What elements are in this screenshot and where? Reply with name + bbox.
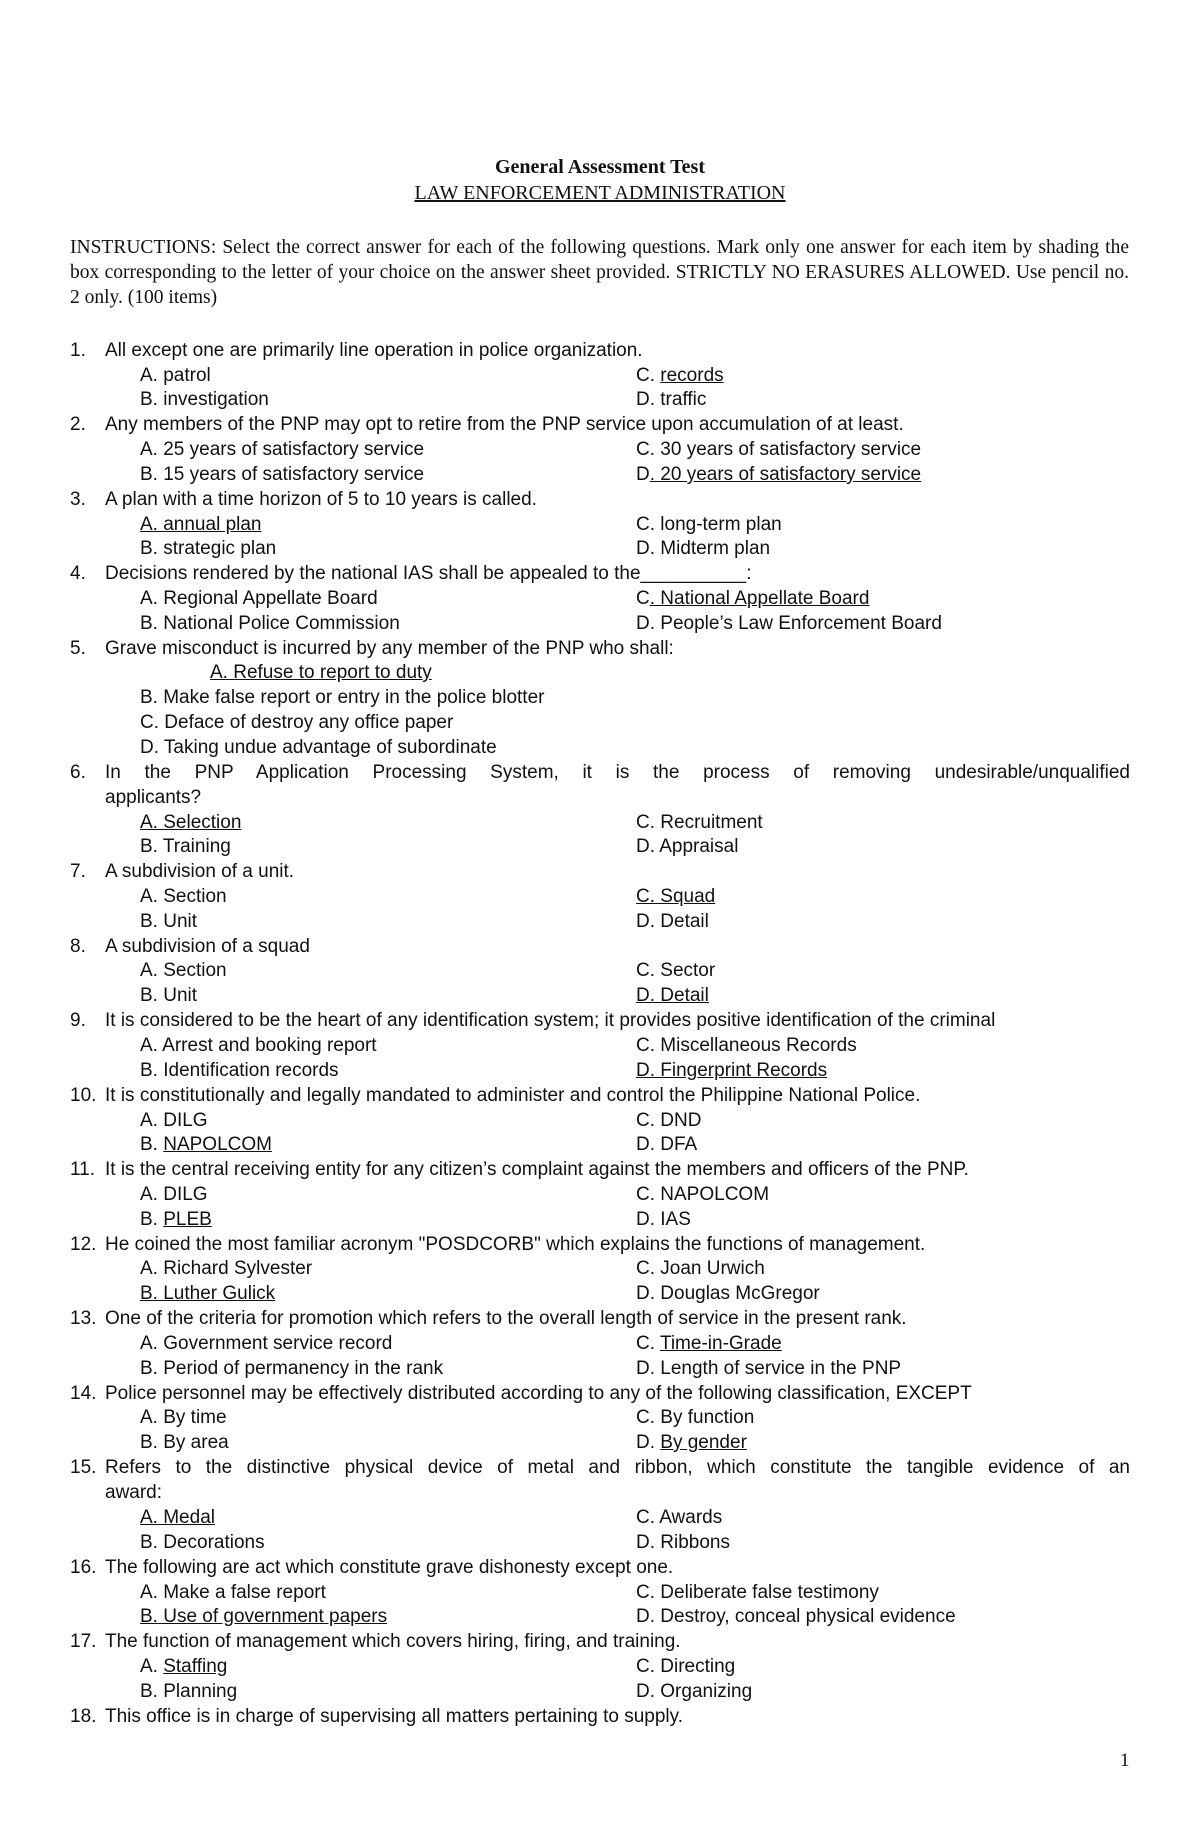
question-text: One of the criteria for promotion which refers to the overall length of service in the present rank. [105, 1308, 907, 1329]
question-number: 12. [70, 1234, 97, 1255]
question-item [70, 1157, 1130, 1182]
question-item [70, 412, 1130, 437]
answer-option: A. Arrest and booking report [140, 1035, 377, 1056]
question-number: 18. [70, 1706, 97, 1727]
answer-option: B. NAPOLCOM [140, 1134, 272, 1155]
option-row [70, 1405, 1130, 1430]
option-row [70, 1207, 1130, 1232]
question-number: 16. [70, 1557, 97, 1578]
answer-option: B. National Police Commission [140, 613, 400, 634]
option-row [70, 660, 1130, 685]
answer-option: C. National Appellate Board [636, 588, 870, 609]
question-text-continued: applicants? [105, 787, 202, 808]
answer-option: C. Deface of destroy any office paper [140, 712, 454, 733]
answer-option: B. Planning [140, 1681, 238, 1702]
correct-answer-mark: Staffing [163, 1656, 228, 1677]
question-number: 6. [70, 762, 86, 783]
question-line [70, 785, 1130, 810]
option-row [70, 1580, 1130, 1605]
document-subtitle: LAW ENFORCEMENT ADMINISTRATION [414, 182, 786, 204]
question-text-continued: award: [105, 1482, 163, 1503]
answer-option: B. investigation [140, 389, 269, 410]
document-title: General Assessment Test [495, 156, 705, 178]
question-text: Any members of the PNP may opt to retire from the PNP service upon accumulation of at least. [105, 414, 904, 435]
answer-option [140, 512, 262, 537]
question-item [70, 859, 1130, 884]
correct-answer-mark: NAPOLCOM [163, 1134, 272, 1155]
option-row [70, 1356, 1130, 1381]
answer-option: D. IAS [636, 1209, 691, 1230]
question-text: Grave misconduct is incurred by any member of the PNP who shall: [105, 638, 674, 659]
answer-option: B. PLEB [140, 1209, 212, 1230]
question-number: 7. [70, 861, 86, 882]
answer-option: C. DND [636, 1110, 702, 1131]
question-item [70, 1083, 1130, 1108]
answer-option: A. 25 years of satisfactory service [140, 439, 425, 460]
answer-option: A. By time [140, 1407, 227, 1428]
answer-option: A. Richard Sylvester [140, 1258, 313, 1279]
answer-option: C. records [636, 365, 724, 386]
option-row [70, 685, 1130, 710]
correct-answer-mark: B. Luther Gulick [140, 1283, 276, 1304]
option-row [70, 1033, 1130, 1058]
question-text: The function of management which covers hiring, firing, and training. [105, 1631, 681, 1652]
option-row [70, 1530, 1130, 1555]
question-item [70, 1555, 1130, 1580]
answer-option: D. Taking undue advantage of subordinate [140, 737, 497, 758]
question-text: Police personnel may be effectively distributed according to any of the following classification, EXCEPT [105, 1383, 972, 1404]
option-row [70, 512, 1130, 537]
answer-option: C. Miscellaneous Records [636, 1035, 857, 1056]
answer-option: C. long-term plan [636, 514, 782, 535]
option-row [70, 1256, 1130, 1281]
answer-option: B. Make false report or entry in the police blotter [140, 687, 545, 708]
answer-option: D. Midterm plan [636, 538, 771, 559]
answer-option: A. Regional Appellate Board [140, 588, 378, 609]
option-row [70, 983, 1130, 1008]
answer-option [636, 983, 709, 1008]
option-row [70, 909, 1130, 934]
question-text: A subdivision of a unit. [105, 861, 295, 882]
answer-option: D. Detail [636, 911, 709, 932]
answer-option: A. Government service record [140, 1333, 393, 1354]
answer-option [140, 810, 241, 835]
answer-option: B. strategic plan [140, 538, 277, 559]
correct-answer-mark: D. Detail [636, 985, 709, 1006]
question-text: Refers to the distinctive physical device of metal and ribbon, which constitute the tangible evidence of an [105, 1457, 1130, 1478]
answer-option: B. Unit [140, 911, 198, 932]
correct-answer-mark: A. Selection [140, 812, 242, 833]
answer-option: B. Period of permanency in the rank [140, 1358, 444, 1379]
question-number: 9. [70, 1010, 86, 1031]
question-number: 1. [70, 340, 86, 361]
question-text: It is the central receiving entity for any citizen’s complaint against the members and officers of the PNP. [105, 1159, 969, 1180]
option-row [70, 1430, 1130, 1455]
correct-answer-mark: . 20 years of satisfactory service [649, 464, 922, 485]
option-row [70, 363, 1130, 388]
answer-option: C. Joan Urwich [636, 1258, 765, 1279]
question-number: 3. [70, 489, 86, 510]
answer-option: C. NAPOLCOM [636, 1184, 770, 1205]
answer-option: A. patrol [140, 365, 211, 386]
answer-option: D. Destroy, conceal physical evidence [636, 1606, 956, 1627]
answer-option: D. Douglas McGregor [636, 1283, 820, 1304]
correct-answer-mark: By gender [660, 1432, 747, 1453]
question-item [70, 1306, 1130, 1331]
correct-answer-mark: B. Use of government papers [140, 1606, 388, 1627]
question-item [70, 1629, 1130, 1654]
instructions-paragraph: INSTRUCTIONS: Select the correct answer for each of the following questions. Mark only one answer for each item by shading the box corresponding to the letter of your choice on the answer sheet provided. STRICTLY NO ERASURES ALLOWED. Use pencil no. 2 only. (100 items) [70, 237, 1129, 308]
correct-answer-mark: C. Squad [636, 886, 716, 907]
option-row [70, 1108, 1130, 1133]
answer-option: A. Section [140, 960, 227, 981]
option-row [70, 1132, 1130, 1157]
option-row [70, 586, 1130, 611]
option-row [70, 1182, 1130, 1207]
question-number: 14. [70, 1383, 97, 1404]
question-item [70, 1704, 1130, 1729]
answer-option: C. Awards [636, 1507, 723, 1528]
question-item [70, 760, 1130, 785]
correct-answer-mark: records [660, 365, 724, 386]
question-item [70, 1232, 1130, 1257]
answer-option: B. Unit [140, 985, 198, 1006]
question-number: 2. [70, 414, 86, 435]
question-text: This office is in charge of supervising all matters pertaining to supply. [105, 1706, 684, 1727]
answer-option: C. 30 years of satisfactory service [636, 439, 922, 460]
question-item [70, 934, 1130, 959]
correct-answer-mark: A. Medal [140, 1507, 215, 1528]
question-text: It is considered to be the heart of any identification system; it provides positive identification of the criminal [105, 1010, 996, 1031]
question-item [70, 487, 1130, 512]
answer-option [636, 1058, 827, 1083]
option-row [70, 1331, 1130, 1356]
answer-option: B. Identification records [140, 1060, 339, 1081]
question-text: A subdivision of a squad [105, 936, 310, 957]
answer-option: D. Length of service in the PNP [636, 1358, 902, 1379]
answer-option: D. 20 years of satisfactory service [636, 464, 922, 485]
answer-option [140, 1604, 387, 1629]
question-item [70, 338, 1130, 363]
answer-option: D. Ribbons [636, 1532, 730, 1553]
question-line [70, 1480, 1130, 1505]
question-number: 5. [70, 638, 86, 659]
correct-answer-mark: A. Refuse to report to duty [210, 662, 432, 683]
answer-option: A. Make a false report [140, 1582, 326, 1603]
correct-answer-mark: PLEB [163, 1209, 212, 1230]
answer-option: D. People’s Law Enforcement Board [636, 613, 942, 634]
answer-option [210, 660, 432, 685]
question-number: 15. [70, 1457, 97, 1478]
question-number: 17. [70, 1631, 97, 1652]
page-number: 1 [1120, 1750, 1130, 1771]
option-row [70, 1679, 1130, 1704]
answer-option: B. Decorations [140, 1532, 265, 1553]
option-row [70, 834, 1130, 859]
answer-option: C. Directing [636, 1656, 736, 1677]
answer-option: A. Staffing [140, 1656, 228, 1677]
question-number: 8. [70, 936, 86, 957]
answer-option: B. By area [140, 1432, 229, 1453]
option-row [70, 536, 1130, 561]
question-text: He coined the most familiar acronym "POSDCORB" which explains the functions of management. [105, 1234, 926, 1255]
correct-answer-mark: A. annual plan [140, 514, 262, 535]
option-row [70, 387, 1130, 412]
answer-option: D. Appraisal [636, 836, 739, 857]
question-item [70, 1381, 1130, 1406]
question-text: A plan with a time horizon of 5 to 10 years is called. [105, 489, 537, 510]
option-row [70, 611, 1130, 636]
question-text: The following are act which constitute grave dishonesty except one. [105, 1557, 674, 1578]
answer-option: B. 15 years of satisfactory service [140, 464, 425, 485]
option-row [70, 710, 1130, 735]
option-row [70, 437, 1130, 462]
option-row [70, 810, 1130, 835]
answer-option: A. Section [140, 886, 227, 907]
option-row [70, 884, 1130, 909]
option-row [70, 462, 1130, 487]
correct-answer-mark: D. Fingerprint Records [636, 1060, 828, 1081]
answer-option: D. traffic [636, 389, 707, 410]
option-row [70, 1505, 1130, 1530]
answer-option: C. Deliberate false testimony [636, 1582, 879, 1603]
correct-answer-mark: . National Appellate Board [649, 588, 870, 609]
question-text: Decisions rendered by the national IAS shall be appealed to the__________: [105, 563, 752, 584]
answer-option: A. DILG [140, 1184, 208, 1205]
option-row [70, 1654, 1130, 1679]
answer-option: D. Organizing [636, 1681, 753, 1702]
answer-option: C. Time-in-Grade [636, 1333, 782, 1354]
question-item [70, 1455, 1130, 1480]
question-item [70, 636, 1130, 661]
answer-option: C. By function [636, 1407, 755, 1428]
answer-option [140, 1281, 275, 1306]
option-row [70, 1281, 1130, 1306]
answer-option: B. Training [140, 836, 231, 857]
question-item [70, 1008, 1130, 1033]
answer-option: D. DFA [636, 1134, 698, 1155]
answer-option [140, 1505, 215, 1530]
question-text: In the PNP Application Processing System, it is the process of removing undesirable/unqualified [105, 762, 1130, 783]
answer-option: C. Sector [636, 960, 716, 981]
option-row [70, 1604, 1130, 1629]
answer-option: C. Recruitment [636, 812, 763, 833]
question-number: 10. [70, 1085, 97, 1106]
correct-answer-mark: Time-in-Grade [659, 1333, 782, 1354]
answer-option: D. By gender [636, 1432, 747, 1453]
question-text: All except one are primarily line operation in police organization. [105, 340, 643, 361]
question-item [70, 561, 1130, 586]
option-row [70, 1058, 1130, 1083]
option-row [70, 735, 1130, 760]
question-number: 4. [70, 563, 86, 584]
question-number: 13. [70, 1308, 97, 1329]
question-number: 11. [70, 1159, 96, 1180]
option-row [70, 958, 1130, 983]
answer-option [636, 884, 715, 909]
answer-option: A. DILG [140, 1110, 208, 1131]
question-text: It is constitutionally and legally mandated to administer and control the Philippine National Police. [105, 1085, 921, 1106]
